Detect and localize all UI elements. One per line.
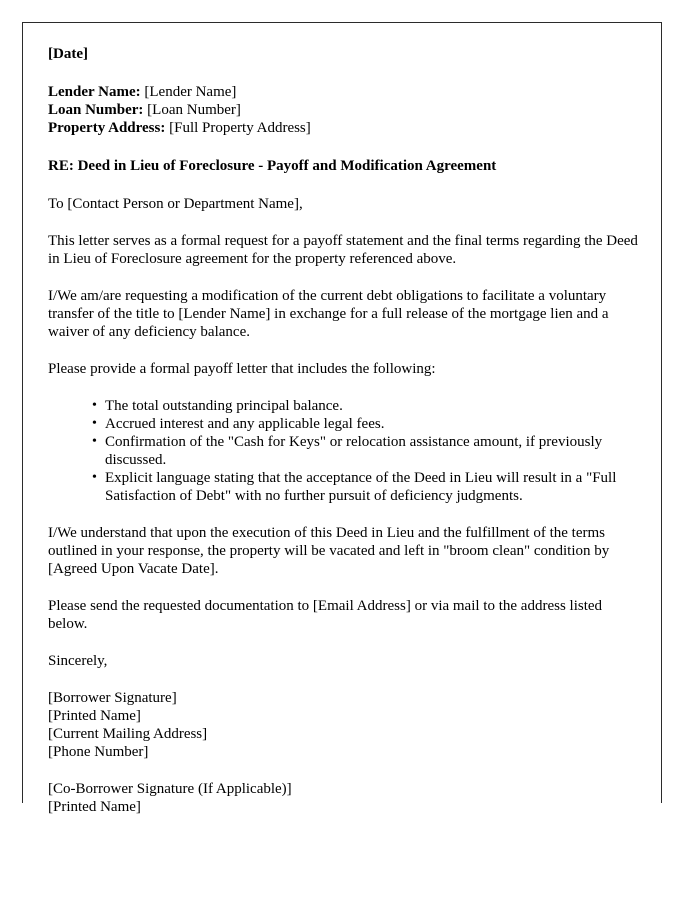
recipient-field-row (48, 119, 639, 137)
recipient-field-row (48, 83, 639, 101)
paragraph-vacate-terms: I/We understand that upon the execution of this Deed in Lieu and the fulfillment of the terms outlined in your response, the property will be vacated and left in "broom clean" condition by [Agreed Upon Vacate Date]. (48, 525, 610, 577)
loan-number-label: Loan Number: (48, 102, 144, 118)
closing-salutation: Sincerely, (48, 653, 108, 669)
document-body (23, 23, 661, 816)
recipient-field-row (48, 101, 639, 119)
paragraph-modification-request: I/We am/are requesting a modification of the current debt obligations to facilitate a voluntary transfer of the title to [Lender Name] in exchange for a full release of the mortgage lien and a waiver of any deficiency balance. (48, 288, 609, 340)
borrower-signature-block (48, 689, 639, 761)
document-page (22, 22, 662, 815)
borrower-printed-name-line: [Printed Name] (48, 708, 141, 724)
borrower-mailing-address-line: [Current Mailing Address] (48, 726, 208, 742)
recipient-fields (48, 83, 639, 137)
property-address-value: [Full Property Address] (169, 120, 311, 136)
paragraph-delivery-instructions: Please send the requested documentation to [Email Address] or via mail to the address listed below. (48, 598, 603, 632)
co-borrower-printed-name-line: [Printed Name] (48, 799, 141, 815)
property-address-label: Property Address: (48, 120, 166, 136)
payoff-requirements-list (48, 397, 639, 505)
list-item: • Explicit language stating that the acceptance of the Deed in Lieu will result in a "Full Satisfaction of Debt" with no further pursuit of deficiency judgments. (92, 469, 639, 505)
list-intro: Please provide a formal payoff letter that includes the following: (48, 361, 436, 377)
list-item: • Accrued interest and any applicable legal fees. (92, 415, 639, 433)
salutation: To [Contact Person or Department Name], (48, 196, 303, 212)
lender-name-value: [Lender Name] (144, 84, 237, 100)
loan-number-value: [Loan Number] (147, 102, 241, 118)
borrower-signature-line: [Borrower Signature] (48, 690, 177, 706)
co-borrower-signature-block (48, 780, 639, 816)
borrower-phone-number-line: [Phone Number] (48, 744, 149, 760)
list-item: • Confirmation of the "Cash for Keys" or relocation assistance amount, if previously discussed. (92, 433, 639, 469)
list-item: • The total outstanding principal balance. (92, 397, 639, 415)
subject-line: RE: Deed in Lieu of Foreclosure - Payoff and Modification Agreement (48, 158, 497, 174)
paragraph-request-intro: This letter serves as a formal request for a payoff statement and the final terms regarding the Deed in Lieu of Foreclosure agreement for the property referenced above. (48, 233, 638, 267)
date-placeholder: [Date] (48, 46, 88, 62)
lender-name-label: Lender Name: (48, 84, 141, 100)
co-borrower-signature-line: [Co-Borrower Signature (If Applicable)] (48, 781, 292, 797)
